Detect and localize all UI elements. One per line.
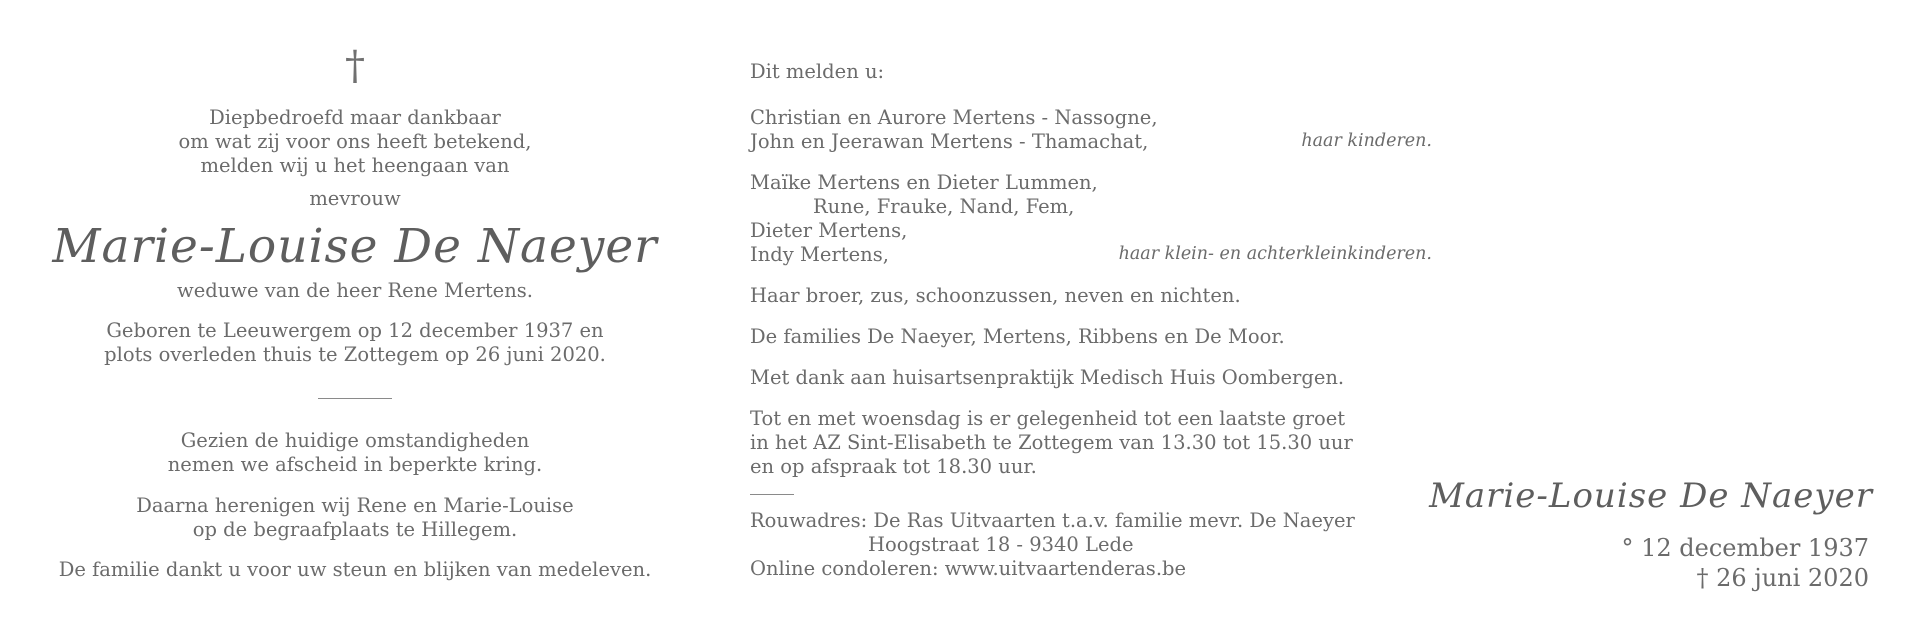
reunite-line-1: Daarna herenigen wij Rene en Marie-Louise [136, 494, 574, 517]
children-line-1: Christian en Aurore Mertens - Nassogne, [750, 106, 1158, 129]
visit-line-3: en op afspraak tot 18.30 uur. [750, 455, 1037, 478]
address-line-1: Rouwadres: De Ras Uitvaarten t.a.v. familie mevr. De Naeyer [750, 509, 1355, 532]
divider-short [750, 494, 794, 495]
grandchildren-relation: haar klein- en achterkleinkinderen. [1118, 244, 1432, 264]
siblings-line: Haar broer, zus, schoonzussen, neven en nichten. [750, 284, 1241, 307]
grandchildren-line-1: Maïke Mertens en Dieter Lummen, [750, 171, 1098, 194]
grandchildren-line-2: Rune, Frauke, Nand, Fem, [813, 195, 1075, 218]
thanks-line: De familie dankt u voor uw steun en blijken van medeleven. [58, 558, 652, 581]
grandchildren-line-4: Indy Mertens, [750, 243, 889, 266]
grandchildren-line-3: Dieter Mertens, [750, 219, 908, 242]
reunite-line-2: op de begraafplaats te Hillegem. [192, 518, 518, 541]
address-line-2: Hoogstraat 18 - 9340 Lede [868, 533, 1134, 556]
birth-line-1: Geboren te Leeuwergem op 12 december 1937 en [106, 319, 604, 342]
divider [318, 398, 392, 399]
intro-line-3: melden wij u het heengaan van [200, 154, 510, 177]
online-condolence-line: Online condoleren: www.uitvaartenderas.be [750, 557, 1187, 580]
doctors-line: Met dank aan huisartsenpraktijk Medisch Huis Oombergen. [750, 366, 1345, 389]
deceased-name-small: Marie-Louise De Naeyer [1429, 476, 1873, 516]
intro-line-1: Diepbedroefd maar dankbaar [209, 106, 501, 129]
visit-line-2: in het AZ Sint-Elisabeth te Zottegem van 13.30 tot 15.30 uur [750, 431, 1353, 454]
title-mevrouw: mevrouw [309, 187, 401, 210]
visit-line-1: Tot en met woensdag is er gelegenheid tot een laatste groet [750, 407, 1346, 430]
birth-date: ° 12 december 1937 [1621, 534, 1869, 562]
death-date: † 26 juni 2020 [1696, 564, 1869, 592]
intro-line-2: om wat zij voor ons heeft betekend, [178, 130, 532, 153]
widow-line: weduwe van de heer Rene Mertens. [177, 279, 533, 302]
children-line-2: John en Jeerawan Mertens - Thamachat, [750, 130, 1149, 153]
deceased-name: Marie-Louise De Naeyer [52, 219, 658, 274]
notify-intro: Dit melden u: [750, 60, 885, 83]
children-relation: haar kinderen. [1301, 131, 1432, 151]
farewell-line-2: nemen we afscheid in beperkte kring. [167, 453, 543, 476]
families-line: De families De Naeyer, Mertens, Ribbens en De Moor. [750, 325, 1285, 348]
birth-line-2: plots overleden thuis te Zottegem op 26 juni 2020. [104, 343, 606, 366]
cross-icon: † [345, 43, 365, 89]
farewell-line-1: Gezien de huidige omstandigheden [180, 429, 530, 452]
